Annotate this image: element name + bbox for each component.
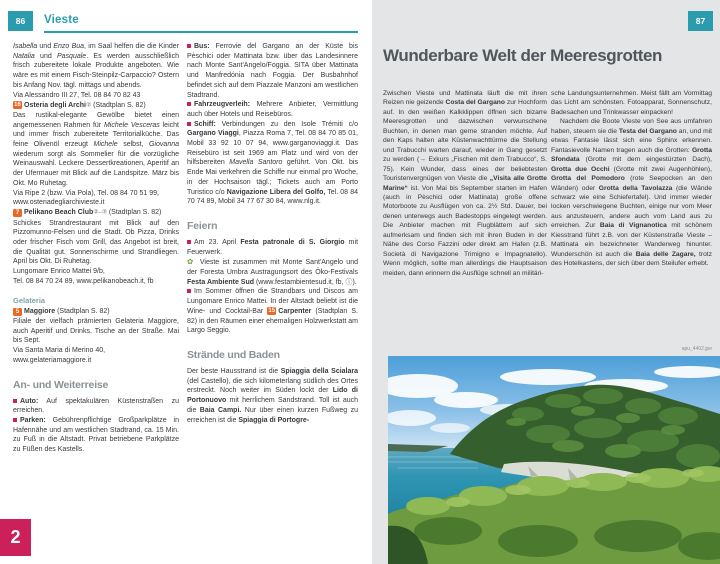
paragraph xyxy=(13,219,179,268)
text-run: Am 23. April xyxy=(194,238,241,246)
text-run: Spiaggia di Portogre- xyxy=(238,416,310,424)
text-run: Verbindungen zu den Isole Trémiti c/o xyxy=(215,120,358,128)
section-heading xyxy=(13,380,179,391)
coastal-bay-photo xyxy=(388,356,720,564)
text-run: Baia Campi. xyxy=(199,406,242,414)
text-run: , im Saal helfen die die Kinder xyxy=(84,43,179,50)
bullet-square-icon xyxy=(187,102,191,106)
text-run: selbst, xyxy=(117,141,150,149)
paragraph xyxy=(187,257,358,287)
text-run: Enzo Bua xyxy=(53,43,85,50)
text-run: Isabella xyxy=(13,43,38,50)
text-run: (Stadtplan S. 82) xyxy=(91,101,146,109)
text-run: (Stadtplan S. 82) xyxy=(106,209,162,217)
text-run: (del Castello), die sich kilometerlang südlich des Ortes erstreckt. Noch weiter im Süden lockt der xyxy=(187,377,358,395)
paragraph xyxy=(187,287,358,336)
text-run: Testa del Gargano xyxy=(618,127,677,135)
text-run: Fahrzeugverleih: xyxy=(194,101,251,109)
text-run: Auto: xyxy=(20,397,39,405)
paragraph xyxy=(187,120,358,207)
text-run: Natalia xyxy=(13,52,35,60)
coast-photo-illustration xyxy=(388,356,720,564)
bullet-square-icon xyxy=(187,122,191,126)
text-run: und xyxy=(37,43,54,50)
text-run: Via Alessandro III 27, Tel. 08 84 70 82 43 xyxy=(13,91,141,99)
paragraph xyxy=(187,238,358,257)
text-run: Mavella Santoro xyxy=(229,159,283,167)
bullet-square-icon xyxy=(187,289,191,293)
text-run: Gargano Viaggi xyxy=(187,130,239,138)
left-page-column-1 xyxy=(13,42,179,514)
paragraph xyxy=(13,317,179,346)
chapter-header-title: Vieste xyxy=(44,14,79,26)
photo-credit: apu_4402.jpe xyxy=(681,346,712,352)
section-heading xyxy=(187,350,358,361)
paragraph xyxy=(13,101,179,111)
text-run: (die Wände schwarz wie eine Schiefertafel). Und immer wieder locken verschwiegene Buchten, einige nur vom Meer aus anzusteuern, andere auch vom Land aus zu erreichen. Zur xyxy=(551,184,712,230)
text-run: Bus: xyxy=(194,43,210,50)
text-run: Strände und Baden xyxy=(187,348,280,361)
text-run: Grotta Sfondata xyxy=(551,146,712,164)
paragraph xyxy=(13,189,179,199)
text-run: Spiaggia della Scialara xyxy=(280,367,358,375)
text-run: Festa patronale di S. Giorgio xyxy=(240,238,345,246)
text-run: (Grotte mit dem eingestürzten Dach), xyxy=(579,156,712,164)
text-run: www.osteriadegliarchivieste.it xyxy=(13,199,105,207)
paragraph xyxy=(13,42,179,91)
text-run: Zwischen Vieste und Mattinata läuft die mit ihren Reizen nie geizende xyxy=(383,90,547,107)
section-heading xyxy=(187,221,358,232)
text-run: Via Santa Maria di Merino 40, xyxy=(13,347,106,355)
text-run: zur Hochform auf. In den weißen Kalkklippen öffnen sich bizarre Meeresgrotten und dazwischen verwunschene Buchten, in denen man gerne stranden möchte. Auf den Kaps halten alte Küstenwachttürme die Stellung und Trabucchi warten darauf, wieder in Gang gesetzt zu werden (→ Exkurs „Fischen mit dem Trabucco“, S. 75). Kein Wunder, dass eines der beliebtesten Touristenvergnügen von Vieste die xyxy=(383,99,547,183)
text-run: Carpenter xyxy=(278,307,312,315)
text-run: An- und Weiterreise xyxy=(13,378,109,391)
text-run: ist. Von Mai bis September starten im Hafen (auch in Pèschici oder Mattinata) große offene Motorboote zu Ausflügen von ca. 2½ Std. Dauer, bei denen unterwegs auch Badestopps eingelegt werden. Die Anbieter machen mit Flugblättern auf sich aufmerksam und finden sich mit ihren Buden in der Nähe des Corso Fazzini oder direkt am Hafen (z.B. Società di Navigazione Trimigno e Impagnatello). Wenn möglich, sollte man allerdings die Hauptsaison meiden, dann erinnern die Ausflüge schnell an militäri- xyxy=(383,184,547,277)
paragraph xyxy=(13,267,179,277)
text-run: Navigazione Libera del Golfo, xyxy=(226,188,326,196)
text-run: . Es werden ausschließlich frisch zubereitete lokale Produkte angeboten. Wie wäre es mit einem Fisch-Steinpilz-Carpaccio? Ostern bis Anfang Nov. tägl. mittags und abends. xyxy=(13,52,179,89)
text-run: Der beste Hausstrand ist die xyxy=(187,367,281,375)
paragraph xyxy=(13,307,179,317)
paragraph xyxy=(13,416,179,455)
text-run: Grotta del Pomodoro xyxy=(551,175,625,183)
text-run: Maggiore xyxy=(24,308,56,316)
text-run: mit herrlichem Sandstrand. Toll ist auch die xyxy=(187,397,358,414)
excursus-title: Wunderbare Welt der Meeresgrotten xyxy=(383,46,663,65)
text-run: Pelikano Beach Club xyxy=(24,209,94,217)
text-run: „Visita alle Grotte Marine“ xyxy=(383,175,547,192)
entry-number-badge: 7 xyxy=(13,209,22,217)
bullet-square-icon xyxy=(187,44,191,48)
paragraph xyxy=(551,117,712,268)
text-run: (rote Seepocken an den Wänden) oder xyxy=(551,175,712,192)
text-run: ② xyxy=(85,102,92,109)
left-page-column-2 xyxy=(187,42,358,558)
text-run: Tel. 08 84 70 74 89, Mobil 34 77 67 30 84, www.nlg.it. xyxy=(187,188,358,206)
text-run: Pasquale xyxy=(57,52,87,60)
text-run: Michele xyxy=(93,141,118,149)
text-run: Vieste ist zusammen mit Monte Sant'Angelo und der Foresta Umbra Austragungsort des Öko-Festivals xyxy=(187,259,358,277)
paragraph xyxy=(13,277,179,287)
text-run: leicht und immer frisch zubereitete Territorialküche. Das feine Olivenöl erzeugt xyxy=(13,121,179,149)
text-run: Mehrere Anbieter, Vermittlung auch über Hotels und Reisebüros. xyxy=(187,101,358,118)
text-run: Tel. 08 84 70 24 89, www.pelikanobeach.it, fb xyxy=(13,277,154,285)
paragraph xyxy=(13,91,179,101)
text-run: sche Landungsunternehmen. Meist fällt am Vormittag das Licht am schönsten. Fotoapparat, Sonnenschutz, Badesachen und Trinkwasser einpacken! xyxy=(551,90,712,116)
bullet-square-icon xyxy=(13,399,17,403)
text-run: Giovanna xyxy=(149,141,179,149)
text-run: , Piazza Roma 7, Tel. 08 84 70 85 01, Mobil 33 92 10 07 94, www.garganoviaggi.it. Das Reisebüro ist seit 1969 am Platz und wird von der hilfsbereiten xyxy=(187,130,358,167)
bullet-square-icon xyxy=(13,418,17,422)
text-run: Gelateria xyxy=(13,295,46,305)
text-run: Parken: xyxy=(20,416,46,424)
entry-number-badge: 15 xyxy=(268,308,276,315)
text-run: Im Sommer öffnen die Strandbars und Discos am Lungomare Enrico Mattei. In der Altstadt beliebt ist die Wine- und Cocktail-Bar xyxy=(187,288,358,315)
eco-flower-icon: ✿ xyxy=(187,257,195,267)
text-run: (Grotte mit zwei Augenhöhlen), xyxy=(609,165,712,173)
paragraph xyxy=(13,198,179,208)
header-rule xyxy=(44,31,358,33)
paragraph xyxy=(13,397,179,416)
entry-number-badge: 5 xyxy=(13,308,22,316)
paragraph xyxy=(13,356,179,366)
text-run: wiederum sorgt als Sommelier für die vorzügliche Weinauswahl. Leckere Dessertkreationen, Aperitif an der Ufermauer mit Blick auf die Landspitze. März bis Okt. Mo Ruhetag. xyxy=(13,150,179,187)
text-run: Lungomare Enrico Mattei 9/b, xyxy=(13,268,105,276)
text-run: www.gelateriamaggiore.it xyxy=(13,356,92,364)
paragraph xyxy=(13,111,179,189)
text-run: Nur über einen kurzen Fußweg zu erreichen ist die xyxy=(187,406,358,424)
text-run: Das rustikal-elegante Gewölbe bietet einen angemessenen Rahmen für xyxy=(13,111,179,129)
paragraph xyxy=(187,100,358,119)
text-run: Filiale der vielfach prämierten Gelateria Maggiore, auch Aperitif und Drinks. Tische an der Straße. Mai bis Sept. xyxy=(13,317,179,345)
text-run: Gebührenpflichtige Großparkplätze in Hafennähe und am westlichen Stadtrand, ca. 15 Min. zu Fuß in die Altstadt. Privat betriebene Parkplätze zu Füßen des Kastells. xyxy=(13,416,179,454)
right-page-column-1 xyxy=(383,89,547,354)
text-run: ②–③ xyxy=(93,209,107,216)
text-run: Grotta della Tavolazza xyxy=(598,184,673,192)
text-run: (Stadtplan S. 82) xyxy=(55,308,110,316)
text-run: geführt. Von Okt. bis Ende Mai verkehren die Schiffe nur einmal pro Woche, in der Hochsaison tägl.; Tickets auch am Porto Turistico c/o xyxy=(187,159,358,196)
text-run: Grotta due Occhi xyxy=(551,165,610,173)
page-number-left: 86 xyxy=(8,11,33,31)
paragraph xyxy=(551,89,712,117)
text-run: (Stadtplan S. 82) in den Räumen einer ehemaligen Holzwerkstatt am Largo Seggio. xyxy=(187,307,358,335)
text-run: Michele Vesceras xyxy=(103,121,160,129)
text-run: Osteria degli Archi xyxy=(24,101,86,109)
text-run: Costa del Gargano xyxy=(445,99,505,107)
text-run: Baia di Vignanotica xyxy=(599,222,667,230)
text-run: an, und mit etwas Fantasie lässt sich eine Sphinx erkennen. Fantasievolle Namen tragen auch die Grotten: xyxy=(551,127,712,154)
text-run: mit schönem Kiesstrand führt z.B. von der Küstenstraße Vieste – Mattinata ein bezeichneter Wanderweg hinunter. Wunderschön ist auch die xyxy=(551,222,712,258)
text-run: mit Feuerwerk. xyxy=(187,238,358,256)
text-run: Nachdem die Boote Vieste von See aus umfahren haben, steuern sie die xyxy=(551,118,712,135)
text-run: Feiern xyxy=(187,219,218,232)
text-run: Schiff: xyxy=(194,120,216,128)
text-run: und xyxy=(34,52,57,60)
text-run: trotz des Hotelkastens, der sich über dem Steilufer erhebt. xyxy=(551,250,712,268)
paragraph xyxy=(187,42,358,100)
text-run: (www.festambientesud.it, fb, ⓘ). xyxy=(254,278,357,286)
right-page-column-2 xyxy=(551,89,712,354)
text-run: Via Ripe 2 (bzw. Via Pola), Tel. 08 84 70 51 99, xyxy=(13,189,159,197)
text-run: Baia delle Zagare, xyxy=(635,250,696,258)
entry-number-badge: 16 xyxy=(14,102,21,109)
text-run: Lido di Portonuovo xyxy=(187,387,358,405)
bullet-square-icon xyxy=(187,240,191,244)
text-run: Festa Ambiente Sud xyxy=(187,278,255,286)
text-run: Ferrovie del Gargano an der Küste bis Pèschici oder Mattinata bzw. über das Landesinnere nach Monte Sant'Angelo/Foggia. SITA über Mattinata und Manfredónia nach Foggia. Der Busbahnhof befindet sich auf dem Piazzale Manzoni am westlichen Stadtrand. xyxy=(187,43,358,99)
chapter-tab: 2 xyxy=(0,519,31,556)
text-run: Auf spektakulären Küstenstraßen zu erreichen. xyxy=(13,397,179,415)
page-number-right: 87 xyxy=(688,11,713,31)
paragraph xyxy=(383,89,547,278)
sub-heading xyxy=(13,296,179,306)
paragraph xyxy=(13,346,179,356)
text-run: Schickes Strandrestaurant mit Blick auf den Pizzomunno-Felsen und die Stadt. Ob Pizza, Drinks oder frischer Fisch vom Grill, das Angebot ist breit, die Qualität gut. Sonnenschirme und Strandliegen. April bis Okt. Di Ruhetag. xyxy=(13,219,179,266)
paragraph xyxy=(187,367,358,425)
paragraph xyxy=(13,208,179,218)
